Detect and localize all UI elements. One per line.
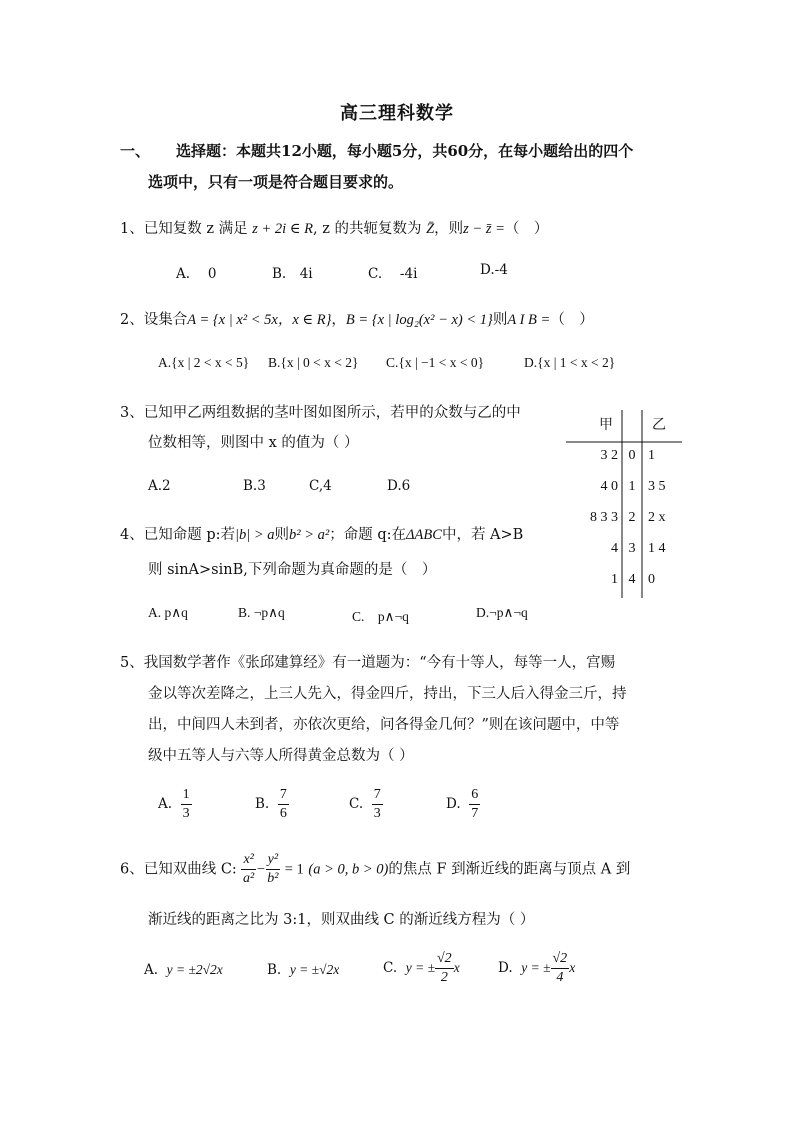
q6-option-d-prefix: y = ± xyxy=(521,960,551,975)
stem-leaf-right-leaves-3: 1 4 xyxy=(648,541,666,556)
q4-option-b: B. ¬p∧q xyxy=(238,605,285,620)
stem-leaf-header-left: 甲 xyxy=(599,418,613,433)
q5-option-b-numerator: 7 xyxy=(278,788,289,805)
q2-text-then: 则 xyxy=(492,312,508,328)
q5-line3: 出，中间四人未到者，亦依次更给，问各得金几何？”则在该问题中，中等 xyxy=(148,717,620,733)
q1-math-conjugate: Z̄ xyxy=(426,221,435,237)
page-title: 高三理科数学 xyxy=(340,103,454,124)
q4-math-premise: |b| > a xyxy=(235,527,275,543)
q5-option-c-label: C. xyxy=(349,796,364,812)
q6-option-a-expression: y = ±2√2x xyxy=(166,962,223,977)
stem-leaf-right-leaves-0: 1 xyxy=(648,448,655,463)
q6-option-c-numerator: √2 xyxy=(435,952,454,969)
q1-text-then: ，则 xyxy=(434,221,464,237)
q4-option-d: D.¬p∧¬q xyxy=(476,605,528,620)
q5-option-d-label: D. xyxy=(446,796,461,812)
q4-option-c: C. p∧¬q xyxy=(352,609,409,624)
q1-option-b: B. 4i xyxy=(272,266,313,282)
q4-math-conclusion: b² > a² xyxy=(289,527,330,543)
q4-text-q: ；命题 q:在 xyxy=(329,527,407,543)
q5-option-c-numerator: 7 xyxy=(372,788,383,805)
q6-text-rest: 的焦点 F 到渐近线的距离与顶点 A 到 xyxy=(388,861,631,878)
q2-set-a: A = {x | x² < 5x，x ∈ R} xyxy=(187,312,332,328)
q6-fraction-x-numerator: x² xyxy=(241,853,255,870)
stem-leaf-left-leaves-0: 3 2 xyxy=(600,448,618,463)
q3-line2: 位数相等，则图中 x 的值为（ ） xyxy=(148,435,359,451)
stem-leaf-stem-4: 4 xyxy=(628,572,636,587)
question-6 xyxy=(120,853,630,886)
q5-option-c xyxy=(349,788,383,821)
stem-leaf-left-leaves-3: 4 xyxy=(611,541,618,556)
q1-math-condition: z + 2i ∈ R xyxy=(252,221,313,237)
q5-option-b-denominator: 6 xyxy=(279,806,287,821)
q6-option-c-label: C. xyxy=(383,960,398,976)
q6-fraction-y-denominator: b² xyxy=(267,871,279,886)
q3-option-c: C,4 xyxy=(309,478,332,494)
q5-option-b-label: B. xyxy=(255,796,270,812)
question-1 xyxy=(120,217,548,238)
stem-leaf-stem-0: 0 xyxy=(628,448,636,463)
q5-option-c-denominator: 3 xyxy=(373,806,381,821)
q6-option-d-numerator: √2 xyxy=(551,952,570,969)
q6-option-c-fraction xyxy=(435,952,454,985)
q5-option-b-fraction xyxy=(278,788,289,821)
q6-option-d-suffix: x xyxy=(569,960,576,975)
q6-option-b-label: B. xyxy=(267,962,282,978)
q2-option-d: D.{x | 1 < x < 2} xyxy=(524,355,616,370)
q2-answer-paren: （ ） xyxy=(550,312,594,328)
q1-option-c: C. -4i xyxy=(368,266,418,282)
section-instructions-line1: 选择题：本题共12小题，每小题5分，共60分，在每小题给出的四个 xyxy=(176,142,634,160)
q4-text-condition: 中，若 A>B xyxy=(441,527,524,543)
q3-option-a: A.2 xyxy=(148,478,171,494)
q6-condition: (a > 0, b > 0) xyxy=(308,861,389,878)
stem-leaf-right-leaves-2: 2 x xyxy=(648,510,666,525)
stem-leaf-stem-2: 2 xyxy=(628,510,636,525)
q1-answer-paren: （ ） xyxy=(504,221,549,237)
q1-math-expression: z − z̄ = xyxy=(463,221,505,237)
q4-math-triangle: ΔABC xyxy=(406,527,442,543)
section-instructions-line2: 选项中，只有一项是符合题目要求的。 xyxy=(148,173,404,191)
q5-option-d-fraction xyxy=(469,788,480,821)
q5-option-d xyxy=(446,788,480,821)
q5-option-a-denominator: 3 xyxy=(182,806,190,821)
q5-option-d-denominator: 7 xyxy=(471,806,479,821)
q3-option-d: D.6 xyxy=(387,478,411,494)
q5-option-d-numerator: 6 xyxy=(469,788,480,805)
question-2 xyxy=(120,308,594,329)
q6-option-b-expression: y = ±√2x xyxy=(289,962,340,977)
q6-option-d-fraction xyxy=(551,952,570,985)
q6-fraction-y-numerator: y² xyxy=(266,853,280,870)
q6-option-c-denominator: 2 xyxy=(440,970,448,985)
q6-option-d-denominator: 4 xyxy=(556,970,564,985)
q6-option-b xyxy=(267,962,339,978)
q5-option-a-numerator: 1 xyxy=(181,788,192,805)
stem-leaf-stem-1: 1 xyxy=(628,479,636,494)
q2-option-b: B.{x | 0 < x < 2} xyxy=(268,355,359,370)
stem-leaf-header-right: 乙 xyxy=(652,418,666,433)
q2-math-expression: A I B = xyxy=(507,312,551,328)
q1-text: 1、已知复数 z 满足 xyxy=(120,221,248,237)
q5-option-b xyxy=(255,788,289,821)
q6-option-a xyxy=(144,962,223,978)
q5-line2: 金以等次差降之，上三人先入，得金四斤，持出，下三人后入得金三斤，持 xyxy=(148,686,627,702)
q1-option-a: A. 0 xyxy=(176,266,217,282)
stem-leaf-plot xyxy=(560,400,690,605)
q2-text: 2、设集合 xyxy=(120,312,188,328)
stem-leaf-left-leaves-1: 4 0 xyxy=(600,479,618,494)
q6-line2: 渐近线的距离之比为 3:1，则双曲线 C 的渐近线方程为（ ） xyxy=(148,912,535,928)
q2-option-c: C.{x | −1 < x < 0} xyxy=(386,355,485,370)
q5-option-a-label: A. xyxy=(158,796,173,812)
q5-line1: 5、我国数学著作《张邱建算经》有一道题为：“今有十等人，每等一人，宫赐 xyxy=(120,655,616,671)
q2-text-comma: ， xyxy=(331,312,346,328)
q6-fraction-x-denominator: a² xyxy=(243,871,255,886)
q1-text-conj: , z 的共轭复数为 xyxy=(313,221,422,237)
q4-text-then: 则 xyxy=(274,527,290,543)
q5-line4: 级中五等人与六等人所得黄金总数为（ ） xyxy=(148,748,414,764)
stem-leaf-left-leaves-4: 1 xyxy=(611,572,618,587)
stem-leaf-stem-3: 3 xyxy=(628,541,636,556)
q5-option-a xyxy=(158,788,192,821)
q6-minus: − xyxy=(255,861,266,878)
q3-line1: 3、已知甲乙两组数据的茎叶图如图所示，若甲的众数与乙的中 xyxy=(120,405,521,421)
stem-leaf-right-leaves-4: 0 xyxy=(648,572,655,587)
q6-option-d-label: D. xyxy=(498,960,513,976)
q6-option-a-label: A. xyxy=(144,962,159,978)
q6-fraction-x xyxy=(241,853,255,886)
q6-text: 6、已知双曲线 C: xyxy=(120,861,237,878)
q5-option-c-fraction xyxy=(372,788,383,821)
q6-fraction-y xyxy=(266,853,280,886)
q1-option-d: D.-4 xyxy=(480,262,508,278)
q4-option-a: A. p∧q xyxy=(148,605,188,620)
q6-equals-one: = 1 xyxy=(284,861,304,878)
q2-set-b: B = {x | log₂(x² − x) < 1} xyxy=(345,312,493,328)
q5-option-a-fraction xyxy=(181,788,192,821)
q4-text: 4、已知命题 p:若 xyxy=(120,527,236,543)
stem-leaf-left-leaves-2: 8 3 3 xyxy=(590,510,618,525)
q6-option-d xyxy=(498,952,575,985)
section-number: 一、 xyxy=(120,142,151,160)
q6-option-c xyxy=(383,952,460,985)
q6-option-c-prefix: y = ± xyxy=(405,960,435,975)
stem-leaf-right-leaves-1: 3 5 xyxy=(648,479,666,494)
q4-line2: 则 sinA>sinB,下列命题为真命题的是（ ） xyxy=(148,562,437,578)
q3-option-b: B.3 xyxy=(243,478,266,494)
q2-option-a: A.{x | 2 < x < 5} xyxy=(158,355,250,370)
q6-option-c-suffix: x xyxy=(453,960,460,975)
question-4 xyxy=(120,523,523,544)
